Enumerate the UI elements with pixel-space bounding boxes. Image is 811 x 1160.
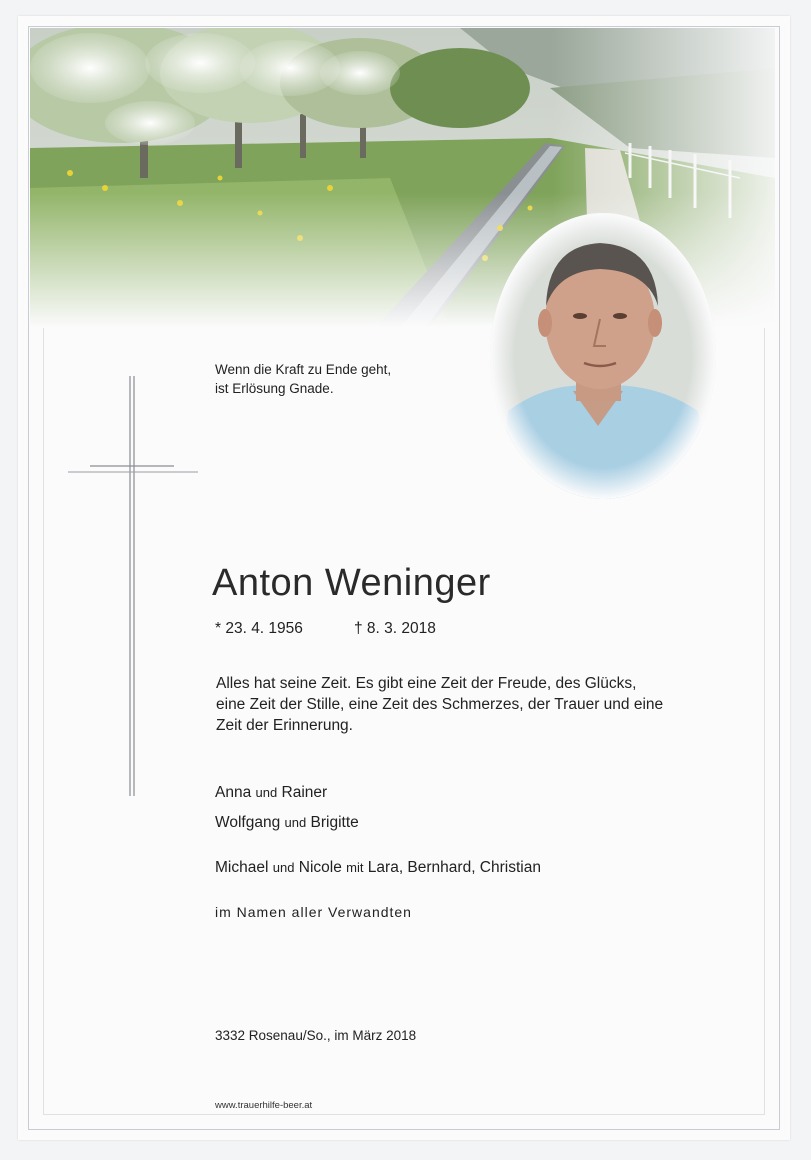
opening-quote [215, 360, 391, 398]
mourner-row [215, 784, 327, 802]
mourner-name: Brigitte [310, 814, 359, 831]
relatives-note: im Namen aller Verwandten [215, 904, 412, 920]
birth-date: * 23. 4. 1956 [215, 620, 303, 637]
mourner-row [215, 814, 359, 832]
mourner-row [215, 859, 541, 877]
mourner-name: Nicole [298, 859, 342, 876]
portrait-photo [488, 211, 718, 501]
death-date: † 8. 3. 2018 [354, 620, 436, 637]
place-date: 3332 Rosenau/So., im März 2018 [215, 1028, 417, 1043]
verse-line-2: eine Zeit der Stille, eine Zeit des Schmerzes, der Trauer und eine [216, 696, 664, 713]
website-link[interactable]: www.trauerhilfe-beer.at [215, 1100, 313, 1111]
conjunction: und [272, 860, 295, 875]
deceased-name: Anton Weninger [212, 562, 491, 604]
mourner-children: Lara, Bernhard, Christian [367, 859, 541, 876]
verse-line-1: Alles hat seine Zeit. Es gibt eine Zeit der Freude, des Glücks, [216, 675, 637, 692]
cross-icon [68, 376, 208, 821]
conjunction: und [284, 815, 307, 830]
quote-line-1: Wenn die Kraft zu Ende geht, [215, 362, 392, 377]
obituary-sheet [18, 16, 790, 1140]
mourner-name: Michael [215, 859, 269, 876]
memorial-verse [216, 673, 706, 736]
verse-line-3: Zeit der Erinnerung. [216, 717, 353, 734]
mourner-name: Anna [215, 784, 252, 801]
quote-line-2: ist Erlösung Gnade. [215, 381, 334, 396]
mourner-name: Rainer [281, 784, 328, 801]
mourner-name: Wolfgang [215, 814, 281, 831]
conjunction: und [255, 785, 278, 800]
conjunction: mit [346, 860, 364, 875]
